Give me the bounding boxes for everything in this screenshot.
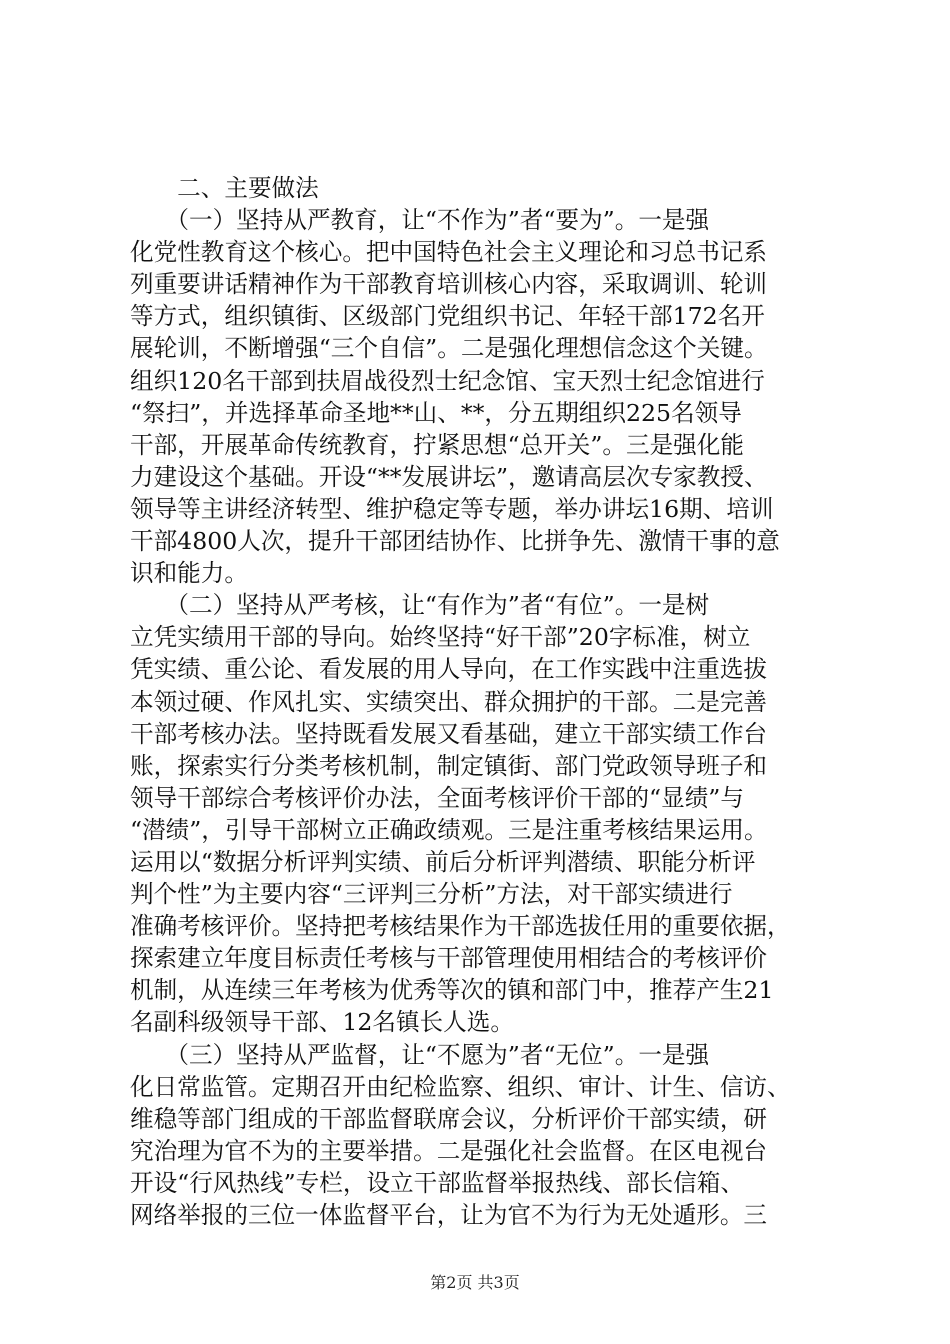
document-body bbox=[130, 172, 855, 1231]
paragraph-line: 干部，开展革命传统教育，拧紧思想“总开关”。三是强化能 bbox=[130, 430, 744, 459]
paragraph-line: 展轮训，不断增强“三个自信”。二是强化理想信念这个关键。 bbox=[130, 334, 768, 363]
paragraph-line: 列重要讲话精神作为干部教育培训核心内容，采取调训、轮训 bbox=[130, 270, 768, 299]
paragraph-line: 机制，从连续三年考核为优秀等次的镇和部门中，推荐产生21 bbox=[130, 976, 774, 1005]
paragraph-line: “潜绩”，引导干部树立正确政绩观。三是注重考核结果运用。 bbox=[130, 815, 768, 844]
paragraph-line: 组织120名干部到扶眉战役烈士纪念馆、宝天烈士纪念馆进行 bbox=[130, 366, 765, 395]
paragraph-line: 干部4800人次，提升干部团结协作、比拼争先、激情干事的意 bbox=[130, 527, 780, 556]
paragraph-line: 凭实绩、重公论、看发展的用人导向，在工作实践中注重选拔 bbox=[130, 655, 768, 684]
paragraph-line: 力建设这个基础。开设“**发展讲坛”，邀请高层次专家教授、 bbox=[130, 462, 768, 491]
paragraph-line: “祭扫”，并选择革命圣地**山、**，分五期组织225名领导 bbox=[130, 398, 742, 427]
paragraph-line: （一）坚持从严教育，让“不作为”者“要为”。一是强 bbox=[130, 206, 710, 235]
paragraph-line: 维稳等部门组成的干部监督联席会议，分析评价干部实绩，研 bbox=[130, 1104, 768, 1133]
paragraph-line: 账，探索实行分类考核机制，制定镇街、部门党政领导班子和 bbox=[130, 751, 768, 780]
paragraph-line: 名副科级领导干部、12名镇长人选。 bbox=[130, 1008, 514, 1037]
paragraph-line: 究治理为官不为的主要举措。二是强化社会监督。在区电视台 bbox=[130, 1136, 768, 1165]
paragraph-line: 识和能力。 bbox=[130, 559, 248, 588]
paragraph-line: （二）坚持从严考核，让“有作为”者“有位”。一是树 bbox=[130, 591, 710, 620]
paragraph-line: （三）坚持从严监督，让“不愿为”者“无位”。一是强 bbox=[130, 1040, 710, 1069]
paragraph-line: 领导干部综合考核评价办法，全面考核评价干部的“显绩”与 bbox=[130, 783, 744, 812]
page-number-footer: 第2页 共3页 bbox=[430, 1273, 520, 1292]
paragraph-line: 化日常监管。定期召开由纪检监察、组织、审计、计生、信访、 bbox=[130, 1072, 791, 1101]
paragraph-line: 等方式，组织镇街、区级部门党组织书记、年轻干部172名开 bbox=[130, 302, 765, 331]
paragraph-line: 判个性”为主要内容“三评判三分析”方法，对干部实绩进行 bbox=[130, 880, 733, 909]
paragraph-line: 开设“行风热线”专栏，设立干部监督举报热线、部长信箱、 bbox=[130, 1168, 744, 1197]
paragraph-line: 网络举报的三位一体监督平台，让为官不为行为无处遁形。三 bbox=[130, 1201, 768, 1229]
paragraph-line: 干部考核办法。坚持既看发展又看基础，建立干部实绩工作台 bbox=[130, 719, 768, 748]
paragraph-line: 运用以“数据分析评判实绩、前后分析评判潜绩、职能分析评 bbox=[130, 847, 756, 876]
paragraph-line: 领导等主讲经济转型、维护稳定等专题，举办讲坛16期、培训 bbox=[130, 494, 774, 523]
paragraph-line: 准确考核评价。坚持把考核结果作为干部选拔任用的重要依据， bbox=[130, 912, 791, 941]
paragraph-line: 立凭实绩用干部的导向。始终坚持“好干部”20字标准，树立 bbox=[130, 623, 751, 652]
section-heading: 二、主要做法 bbox=[130, 174, 319, 202]
paragraph-line: 探索建立年度目标责任考核与干部管理使用相结合的考核评价 bbox=[130, 944, 768, 973]
paragraph-line: 本领过硬、作风扎实、实绩突出、群众拥护的干部。二是完善 bbox=[130, 687, 768, 716]
paragraph-line: 化党性教育这个核心。把中国特色社会主义理论和习总书记系 bbox=[130, 238, 768, 267]
